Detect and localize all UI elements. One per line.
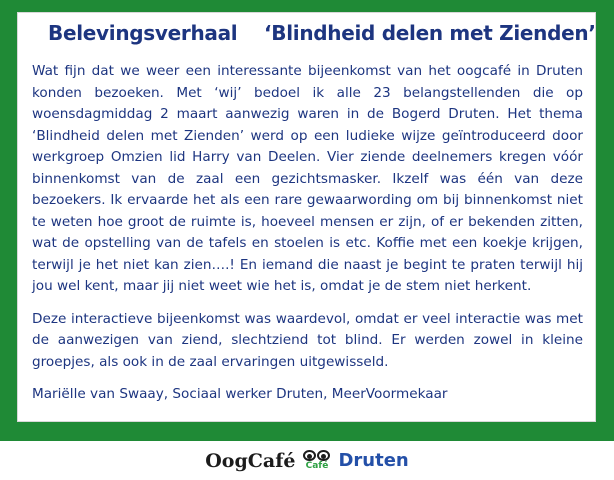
story-title: Belevingsverhaal ‘Blindheid delen met Zienden’ — [48, 21, 596, 45]
eyes-icon — [303, 450, 330, 471]
oogcafe-logo — [0, 441, 614, 480]
logo-cafe-caption: Café — [305, 461, 329, 471]
story-signature: Mariëlle van Swaay, Sociaal werker Druten, MeerVoormekaar — [32, 386, 448, 402]
logo-text-oogcafe: OogCafé — [205, 449, 296, 472]
right-eye-icon — [317, 450, 330, 461]
left-eye-icon — [303, 450, 316, 461]
story-card — [17, 12, 596, 422]
story-paragraph-1: Wat fijn dat we weer een interessante bijeenkomst van het oogcafé in Druten konden bezoeken. Met ‘wij’ bedoel ik alle 23 belangstellenden die op woensdagmiddag 2 maart aanwezig waren in de Bogerd Druten. Het thema ‘Blindheid delen met Zienden’ werd op een ludieke wijze geïntroduceerd door werkgroep Omzien lid Harry van Deelen. Vier ziende deelnemers kregen vóór binnenkomst van de zaal een gezichtsmasker. Ikzelf was één van deze bezoekers. Ik ervaarde het als een rare gewaarwording om bij binnenkomst niet te weten hoe groot de ruimte is, hoeveel mensen er zijn, of er bekenden zitten, wat de opstelling van de tafels en stoelen is etc. Koffie met een koekje krijgen, terwijl je het niet kan zien….! En iemand die naast je begint te praten terwijl hij jou wel kent, maar jij niet weet wie het is, omdat je de stem niet herkent. — [32, 63, 583, 294]
story-paragraph-2: Deze interactieve bijeenkomst was waardevol, omdat er veel interactie was met de aanwezigen van ziend, slechtziend tot blind. Er werden zowel in kleine groepjes, als ook in de zaal ervaringen uitgewisseld. — [32, 310, 583, 370]
logo-text-druten: Druten — [338, 450, 409, 471]
